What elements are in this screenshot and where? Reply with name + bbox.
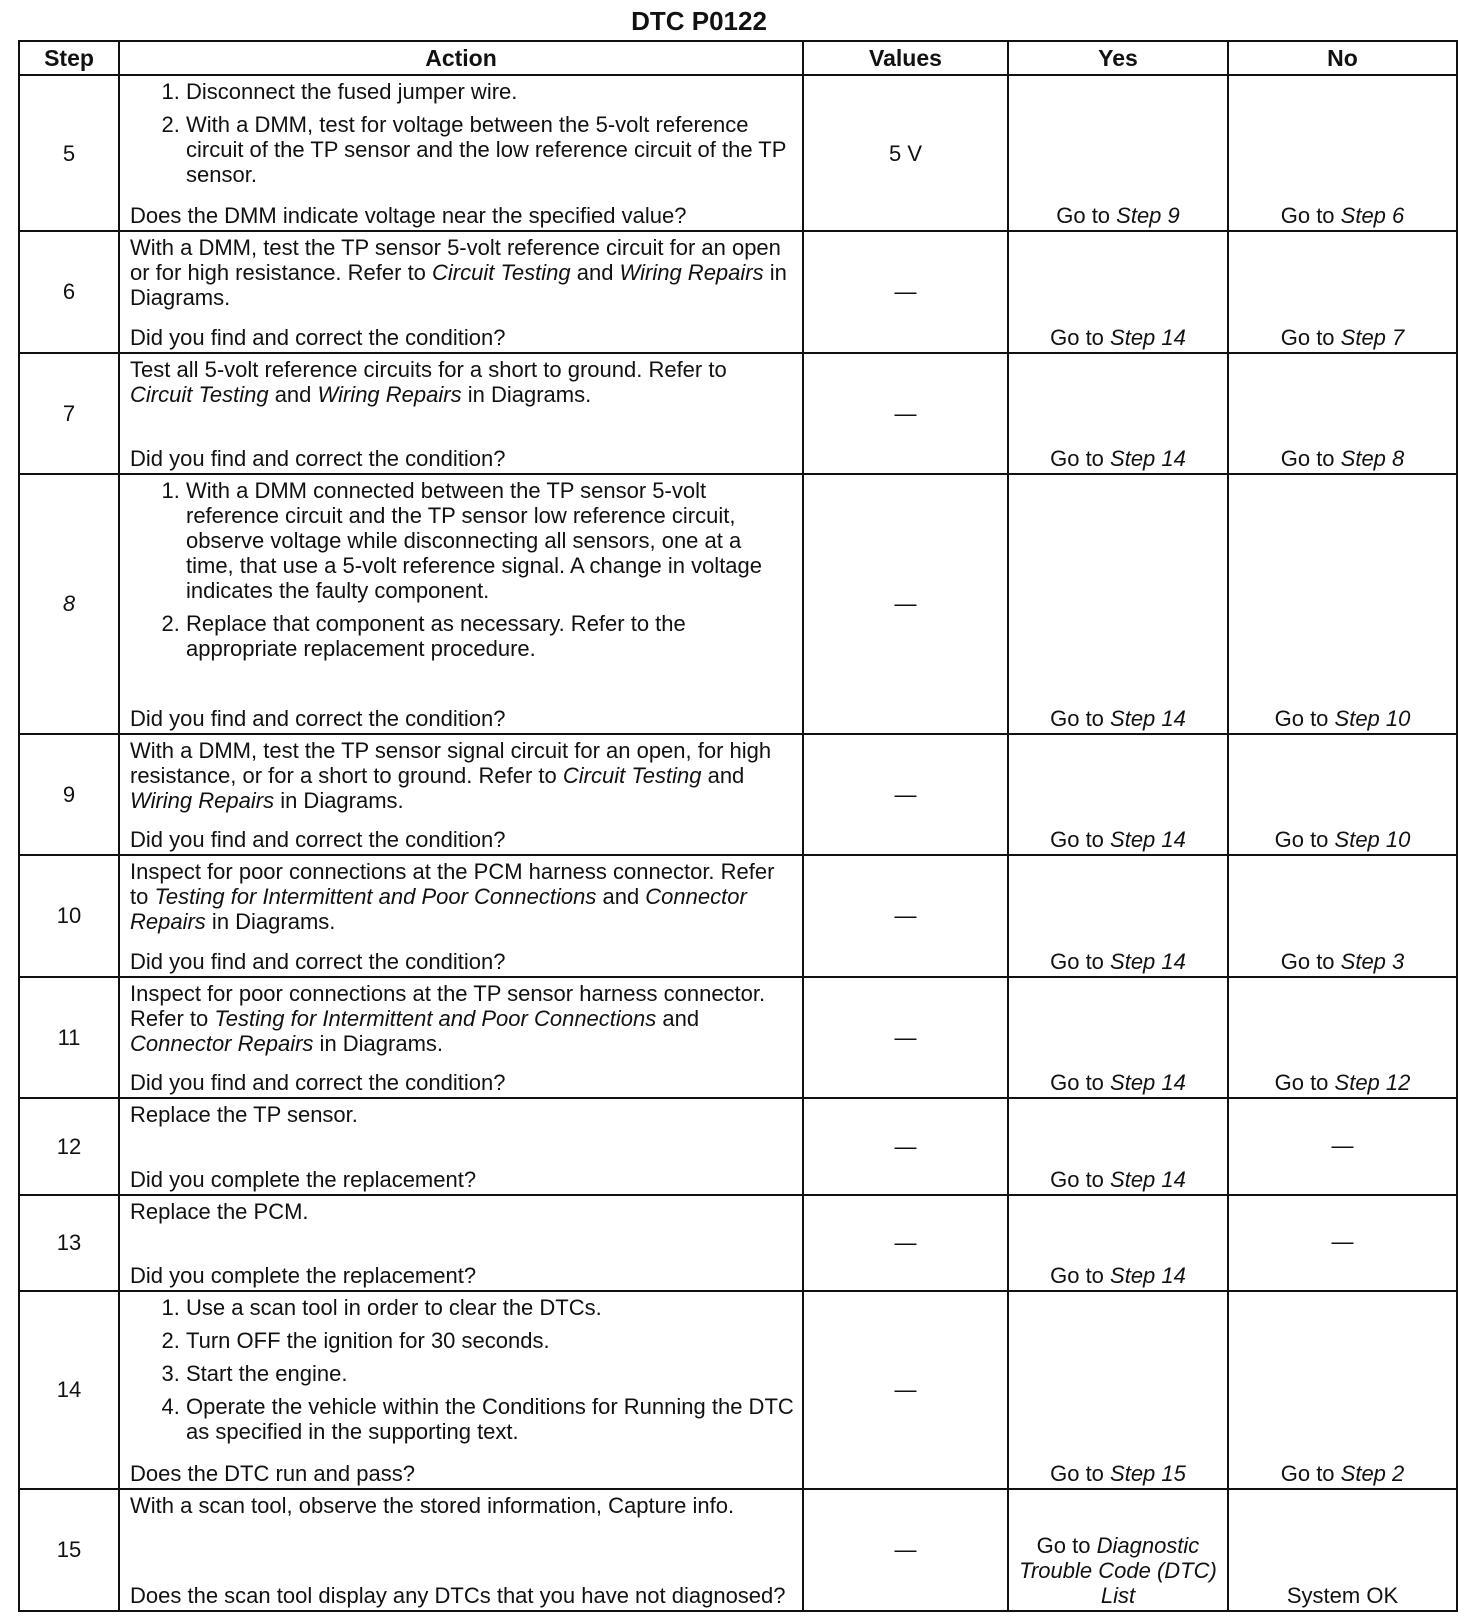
yes-prefix: Go to — [1050, 949, 1111, 975]
value-cell: 5 V — [803, 75, 1008, 231]
action-cell — [119, 977, 803, 1098]
no-step-link[interactable]: Step 2 — [1340, 1460, 1405, 1486]
no-prefix: Go to — [1280, 949, 1341, 975]
action-cell — [119, 353, 803, 474]
no-step-link[interactable]: Step 7 — [1340, 324, 1405, 350]
action-question: Did you find and correct the condition? — [130, 445, 506, 471]
action-question: Did you complete the replacement? — [130, 1262, 477, 1288]
no-step-link[interactable]: Step 12 — [1334, 1070, 1411, 1096]
action-text: Replace the TP sensor. — [130, 1102, 358, 1128]
action-cell — [119, 734, 803, 855]
table-row — [19, 855, 1457, 977]
action-cell — [119, 1291, 803, 1489]
yes-prefix: Go to — [1050, 1262, 1111, 1288]
list-item: 3. Start the engine. — [186, 1361, 794, 1386]
no-cell — [1228, 734, 1457, 855]
action-question: Did you find and correct the condition? — [130, 949, 506, 975]
list-item: 1. With a DMM connected between the TP sensor 5-volt reference circuit and the TP sensor low reference circuit, observe voltage while disconnecting all sensors, one at a time, that use a 5-volt reference signal. A change in voltage indicates the faulty component. — [186, 478, 794, 603]
reference-link[interactable]: Circuit Testing — [562, 762, 702, 788]
value-cell: — — [803, 734, 1008, 855]
list-item: 1. Use a scan tool in order to clear the DTCs. — [186, 1295, 794, 1320]
reference-link[interactable]: Circuit Testing — [432, 260, 571, 286]
action-cell — [119, 1489, 803, 1611]
no-prefix: Go to — [1274, 826, 1335, 852]
reference-link[interactable]: Connector Repairs — [130, 883, 747, 934]
action-cell — [119, 75, 803, 231]
no-cell — [1228, 75, 1457, 231]
no-prefix: Go to — [1280, 445, 1341, 471]
no-step-link[interactable]: Step 8 — [1340, 445, 1405, 471]
reference-link[interactable]: Testing for Intermittent and Poor Connections — [214, 1006, 657, 1032]
step-number: 6 — [19, 231, 119, 352]
no-cell — [1228, 977, 1457, 1098]
action-text-part: Inspect for poor connections at the PCM harness connector. Refer to — [130, 858, 775, 909]
value-cell: — — [803, 1291, 1008, 1489]
yes-cell — [1008, 1291, 1228, 1489]
action-text-part: With a DMM, test the TP sensor signal circuit for an open, for high resistance, or for a short to ground. Refer to — [130, 737, 772, 788]
header-step: Step — [19, 41, 119, 75]
yes-step-link[interactable]: Step 15 — [1110, 1460, 1186, 1486]
yes-prefix: Go to — [1050, 324, 1111, 350]
no-prefix: Go to — [1280, 1460, 1341, 1486]
list-item: 4. Operate the vehicle within the Conditions for Running the DTC as specified in the supporting text. — [186, 1394, 794, 1444]
step-number: 10 — [19, 855, 119, 977]
value-cell: — — [803, 855, 1008, 977]
table-row — [19, 353, 1457, 474]
yes-cell — [1008, 353, 1228, 474]
yes-step-link[interactable]: Step 14 — [1110, 324, 1186, 350]
step-number: 11 — [19, 977, 119, 1098]
action-text — [130, 859, 794, 934]
reference-link[interactable]: Testing for Intermittent and Poor Connections — [154, 883, 597, 909]
value-cell: — — [803, 231, 1008, 352]
action-question: Does the scan tool display any DTCs that you have not diagnosed? — [130, 1583, 786, 1608]
page-title: DTC P0122 — [631, 6, 767, 36]
action-text — [130, 235, 794, 310]
action-text-part: With a DMM, test the TP sensor 5-volt reference circuit for an open or for high resistance. Refer to — [130, 235, 781, 286]
action-list — [130, 1295, 794, 1444]
yes-prefix: Go to — [1050, 1166, 1111, 1192]
step-number: 8 — [19, 474, 119, 734]
table-row — [19, 734, 1457, 855]
value-cell: — — [803, 1489, 1008, 1611]
yes-prefix: Go to — [1050, 445, 1111, 471]
action-text-part: in Diagrams. — [313, 1031, 444, 1057]
list-item: 2. With a DMM, test for voltage between the 5-volt reference circuit of the TP sensor and the low reference circuit of the TP sensor. — [186, 112, 794, 187]
reference-link[interactable]: Wiring Repairs — [317, 381, 462, 407]
reference-link[interactable]: Wiring Repairs — [130, 787, 275, 813]
action-question: Does the DTC run and pass? — [130, 1460, 415, 1486]
action-question: Did you find and correct the condition? — [130, 705, 506, 731]
no-prefix: Go to — [1280, 203, 1341, 229]
action-question: Does the DMM indicate voltage near the specified value? — [130, 203, 687, 229]
table-row — [19, 1098, 1457, 1194]
step-number: 9 — [19, 734, 119, 855]
yes-step-link[interactable]: Step 14 — [1110, 826, 1186, 852]
action-text: With a scan tool, observe the stored information, Capture info. — [130, 1492, 735, 1518]
yes-cell — [1008, 1489, 1228, 1611]
action-cell — [119, 1195, 803, 1291]
action-text-part: in Diagrams. — [130, 260, 787, 311]
yes-step-link[interactable]: Step 14 — [1110, 949, 1186, 975]
no-cell — [1228, 855, 1457, 977]
action-text-part: and — [701, 762, 745, 788]
action-text: Replace the PCM. — [130, 1198, 309, 1224]
list-item: 1. Disconnect the fused jumper wire. — [186, 79, 794, 104]
value-cell: — — [803, 1195, 1008, 1291]
header-no: No — [1228, 41, 1457, 75]
action-text-part: Test all 5-volt reference circuits for a short to ground. Refer to — [130, 356, 727, 382]
action-text-part: in Diagrams. — [205, 908, 336, 934]
no-step-link[interactable]: Step 6 — [1340, 203, 1405, 229]
step-number: 7 — [19, 353, 119, 474]
yes-step-link[interactable]: Diagnostic Trouble Code (DTC) List — [1019, 1533, 1217, 1608]
yes-cell — [1008, 474, 1228, 734]
table-row — [19, 1195, 1457, 1291]
yes-cell — [1008, 1098, 1228, 1194]
yes-prefix: Go to — [1036, 1533, 1097, 1558]
yes-prefix: Go to — [1050, 705, 1111, 731]
yes-step-link[interactable]: Step 14 — [1110, 1166, 1186, 1192]
no-cell — [1228, 1291, 1457, 1489]
list-item: 2. Replace that component as necessary. Refer to the appropriate replacement procedure. — [186, 611, 794, 661]
table-row — [19, 1489, 1457, 1611]
action-cell — [119, 1098, 803, 1194]
no-step-link[interactable]: Step 10 — [1334, 826, 1411, 852]
no-cell: — — [1228, 1195, 1457, 1291]
no-prefix: Go to — [1274, 1070, 1335, 1096]
action-question: Did you complete the replacement? — [130, 1166, 477, 1192]
yes-prefix: Go to — [1050, 1070, 1111, 1096]
no-cell — [1228, 474, 1457, 734]
no-prefix: Go to — [1280, 324, 1341, 350]
action-text — [130, 981, 794, 1056]
action-text-part: and — [596, 883, 646, 909]
action-cell — [119, 474, 803, 734]
reference-link[interactable]: Connector Repairs — [130, 1031, 314, 1057]
action-text-part: and — [570, 260, 620, 286]
action-question: Did you find and correct the condition? — [130, 1070, 506, 1096]
step-number: 5 — [19, 75, 119, 231]
header-row — [19, 41, 1457, 75]
no-cell: System OK — [1228, 1489, 1457, 1611]
action-list — [130, 79, 794, 187]
action-question: Did you find and correct the condition? — [130, 324, 506, 350]
action-text-part: Inspect for poor connections at the TP sensor harness connector. Refer to — [130, 981, 766, 1032]
action-question: Did you find and correct the condition? — [130, 826, 506, 852]
yes-prefix: Go to — [1056, 203, 1117, 229]
yes-cell — [1008, 75, 1228, 231]
reference-link[interactable]: Circuit Testing — [130, 381, 269, 407]
action-text-part: in Diagrams. — [274, 787, 404, 813]
action-text — [130, 357, 794, 407]
action-list — [130, 478, 794, 661]
table-row — [19, 977, 1457, 1098]
no-prefix: Go to — [1274, 705, 1335, 731]
yes-prefix: Go to — [1050, 1460, 1111, 1486]
table-row — [19, 75, 1457, 231]
value-cell: — — [803, 353, 1008, 474]
yes-step-link[interactable]: Step 14 — [1110, 445, 1186, 471]
action-cell — [119, 231, 803, 352]
step-number: 14 — [19, 1291, 119, 1489]
step-number: 13 — [19, 1195, 119, 1291]
yes-cell — [1008, 855, 1228, 977]
no-step-link[interactable]: Step 3 — [1340, 949, 1405, 975]
diagnostic-table — [18, 40, 1458, 1612]
table-row — [19, 474, 1457, 734]
yes-step-link[interactable]: Step 14 — [1110, 1262, 1186, 1288]
action-text-part: in Diagrams. — [461, 381, 592, 407]
yes-step-link[interactable]: Step 9 — [1116, 203, 1180, 229]
no-cell — [1228, 353, 1457, 474]
table-row — [19, 231, 1457, 352]
yes-cell — [1008, 231, 1228, 352]
value-cell: — — [803, 977, 1008, 1098]
yes-step-link[interactable]: Step 14 — [1110, 1070, 1186, 1096]
step-number: 15 — [19, 1489, 119, 1611]
step-number: 12 — [19, 1098, 119, 1194]
no-step-link[interactable]: Step 10 — [1334, 705, 1411, 731]
yes-cell — [1008, 1195, 1228, 1291]
action-text-part: and — [268, 381, 318, 407]
value-cell: — — [803, 1098, 1008, 1194]
no-cell — [1228, 231, 1457, 352]
yes-prefix: Go to — [1050, 826, 1111, 852]
yes-step-link[interactable]: Step 14 — [1110, 705, 1186, 731]
yes-cell — [1008, 734, 1228, 855]
header-action: Action — [119, 41, 803, 75]
action-cell — [119, 855, 803, 977]
value-cell: — — [803, 474, 1008, 734]
header-yes: Yes — [1008, 41, 1228, 75]
list-item: 2. Turn OFF the ignition for 30 seconds. — [186, 1328, 794, 1353]
action-text-part: and — [656, 1006, 700, 1032]
action-text — [130, 738, 794, 813]
yes-cell — [1008, 977, 1228, 1098]
header-values: Values — [803, 41, 1008, 75]
table-row — [19, 1291, 1457, 1489]
reference-link[interactable]: Wiring Repairs — [619, 260, 764, 286]
no-cell: — — [1228, 1098, 1457, 1194]
